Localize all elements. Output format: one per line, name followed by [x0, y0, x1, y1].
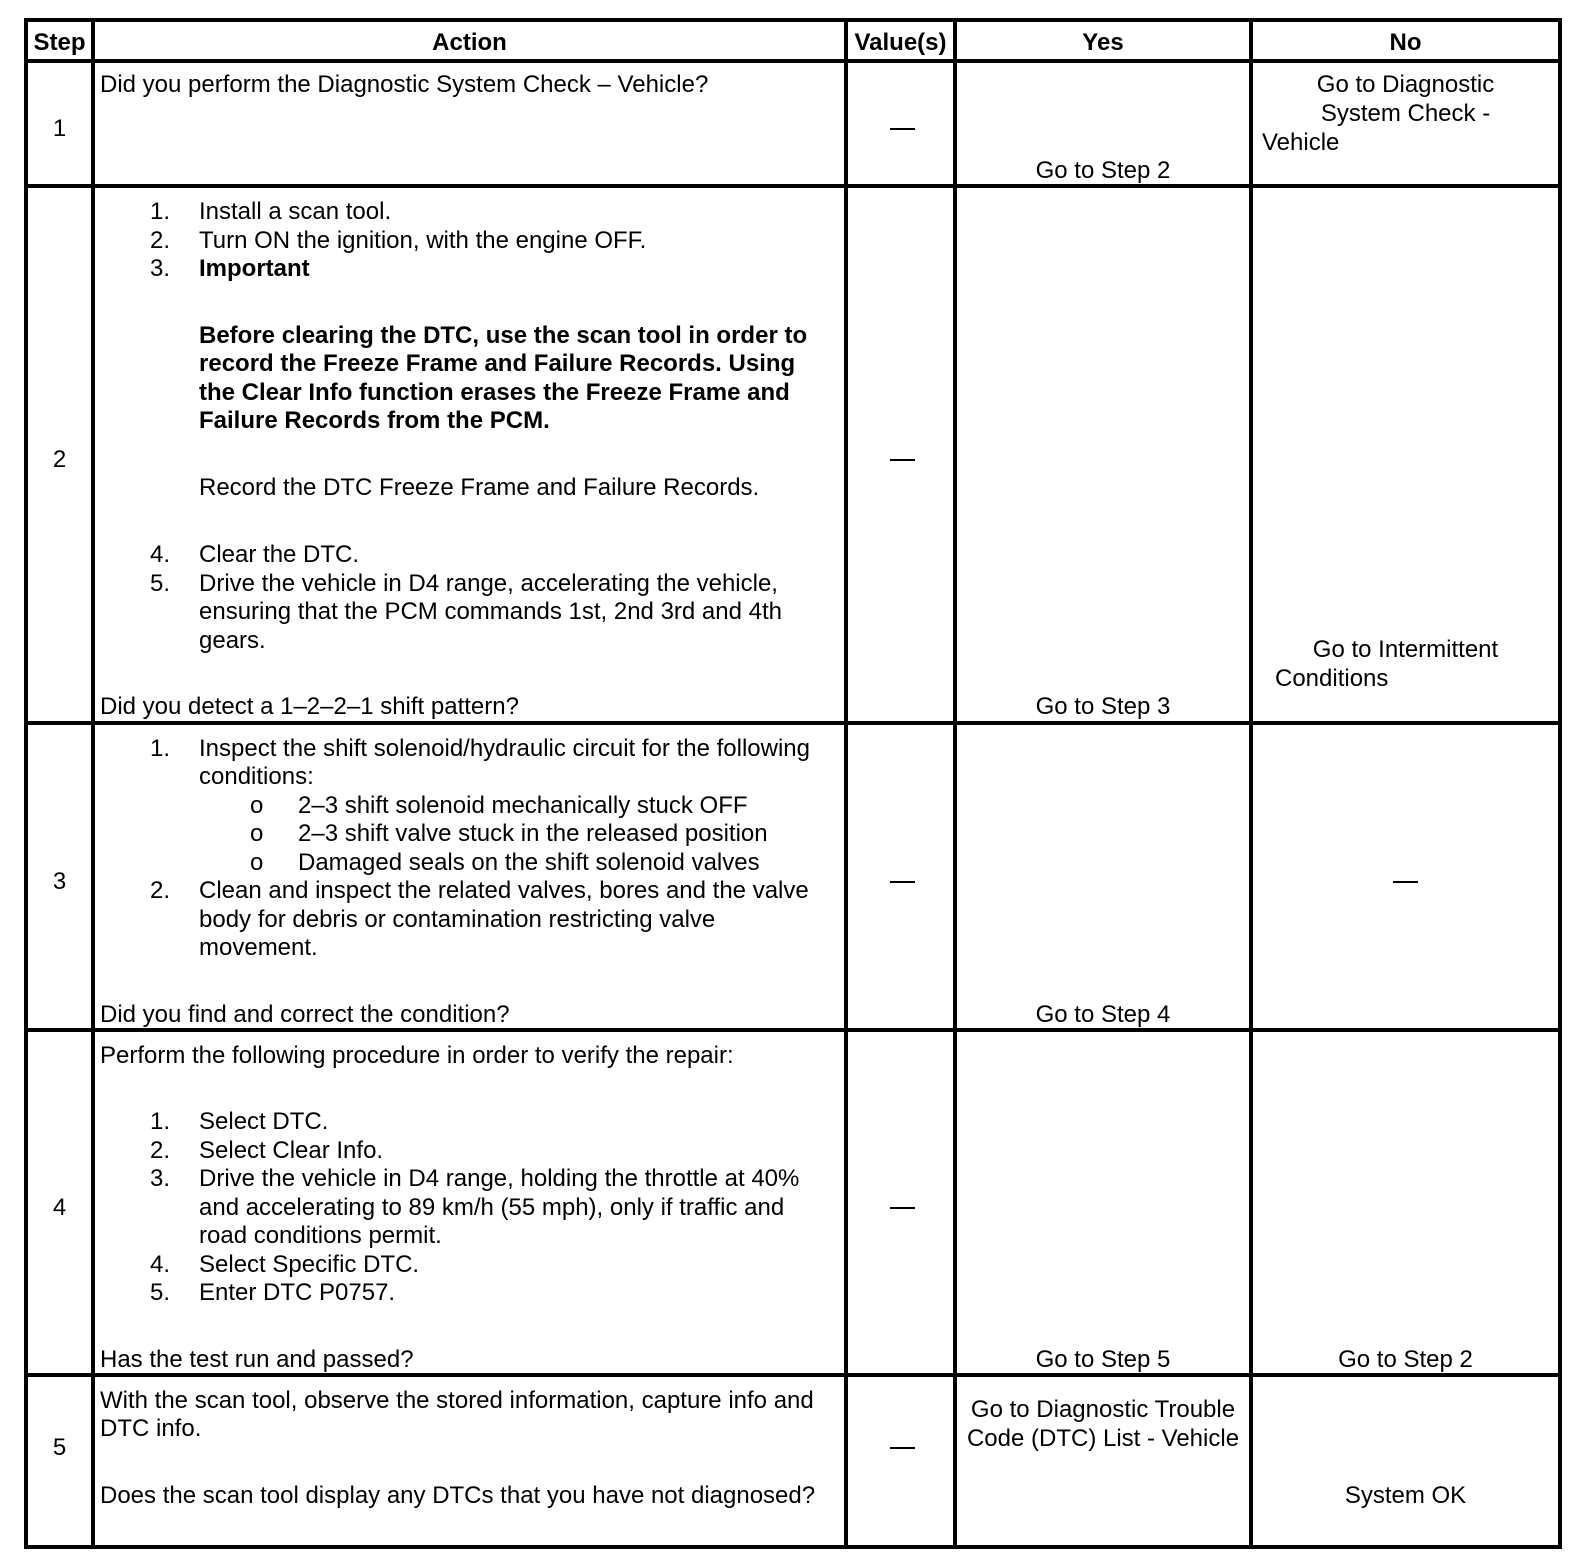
header-values: Value(s) — [854, 29, 947, 56]
action-question: Did you perform the Diagnostic System Check – Vehicle? — [100, 71, 709, 98]
no-line: Vehicle — [1262, 129, 1340, 156]
action-question: Did you detect a 1–2–2–1 shift pattern? — [100, 693, 519, 720]
important-text: Before clearing the DTC, use the scan tool in order to — [199, 322, 808, 349]
list-item: Select Clear Info. — [199, 1137, 384, 1164]
important-text: record the Freeze Frame and Failure Records. Using — [199, 350, 796, 377]
list-item: movement. — [199, 934, 318, 961]
column-divider — [91, 22, 95, 1545]
list-number: 5. — [150, 1279, 171, 1306]
diagnostic-table — [24, 18, 1562, 1549]
list-item: Clean and inspect the related valves, bores and the valve — [199, 877, 809, 904]
important-text: the Clear Info function erases the Freeze Frame and — [199, 379, 790, 406]
column-divider — [1249, 22, 1253, 1545]
bullet-item: 2–3 shift solenoid mechanically stuck OFF — [298, 792, 748, 819]
list-item: conditions: — [199, 763, 314, 790]
no-dash — [1393, 881, 1418, 883]
no-line: Go to Diagnostic — [1316, 71, 1495, 98]
list-number: 4. — [150, 1251, 171, 1278]
row-divider — [28, 59, 1558, 63]
step-number: 4 — [52, 1194, 67, 1221]
action-question: Has the test run and passed? — [100, 1346, 414, 1373]
bullet-marker: o — [250, 849, 264, 876]
values-dash — [890, 128, 915, 130]
yes-line: Code (DTC) List - Vehicle — [966, 1425, 1240, 1452]
list-number: 2. — [150, 1137, 171, 1164]
action-question: Does the scan tool display any DTCs that you have not diagnosed? — [100, 1482, 816, 1509]
list-item: Select Specific DTC. — [199, 1251, 420, 1278]
record-text: Record the DTC Freeze Frame and Failure Records. — [199, 474, 760, 501]
values-dash — [890, 1207, 915, 1209]
list-item: ensuring that the PCM commands 1st, 2nd 3rd and 4th — [199, 598, 782, 625]
action-question: Did you find and correct the condition? — [100, 1001, 510, 1028]
header-action: Action — [432, 29, 507, 56]
row-divider — [28, 721, 1558, 725]
important-text: Failure Records from the PCM. — [199, 407, 550, 434]
yes-cell: Go to Step 3 — [1035, 693, 1171, 720]
values-dash — [890, 1447, 915, 1449]
header-step: Step — [33, 29, 86, 56]
no-line: Conditions — [1275, 665, 1389, 692]
column-divider — [844, 22, 848, 1545]
bullet-item: Damaged seals on the shift solenoid valves — [298, 849, 760, 876]
list-item: road conditions permit. — [199, 1222, 442, 1249]
list-number: 1. — [150, 1108, 171, 1135]
list-number: 1. — [150, 198, 171, 225]
list-number: 2. — [150, 877, 171, 904]
action-intro: With the scan tool, observe the stored information, capture info and — [100, 1387, 814, 1414]
row-divider — [28, 184, 1558, 188]
column-divider — [953, 22, 957, 1545]
bullet-item: 2–3 shift valve stuck in the released position — [298, 820, 768, 847]
list-item: Inspect the shift solenoid/hydraulic circuit for the following — [199, 735, 810, 762]
step-number: 1 — [52, 115, 67, 142]
yes-cell: Go to Step 4 — [1035, 1001, 1171, 1028]
list-number: 3. — [150, 1165, 171, 1192]
list-item: Clear the DTC. — [199, 541, 360, 568]
list-item: gears. — [199, 627, 266, 654]
bullet-marker: o — [250, 820, 264, 847]
list-item: body for debris or contamination restricting valve — [199, 906, 716, 933]
list-number: 4. — [150, 541, 171, 568]
list-item: Drive the vehicle in D4 range, holding the throttle at 40% — [199, 1165, 800, 1192]
step-number: 2 — [52, 446, 67, 473]
action-intro: DTC info. — [100, 1415, 202, 1442]
list-number: 1. — [150, 735, 171, 762]
values-dash — [890, 881, 915, 883]
list-item: Install a scan tool. — [199, 198, 392, 225]
no-line: Go to Intermittent — [1312, 636, 1499, 663]
bullet-marker: o — [250, 792, 264, 819]
yes-line: Go to Diagnostic Trouble — [970, 1396, 1236, 1423]
yes-cell: Go to Step 5 — [1035, 1346, 1171, 1373]
no-cell: System OK — [1344, 1482, 1467, 1509]
list-item: Drive the vehicle in D4 range, accelerating the vehicle, — [199, 570, 778, 597]
values-dash — [890, 459, 915, 461]
action-intro: Perform the following procedure in order to verify the repair: — [100, 1042, 734, 1069]
list-number: 3. — [150, 255, 171, 282]
list-number: 2. — [150, 227, 171, 254]
list-item: Turn ON the ignition, with the engine OFF. — [199, 227, 647, 254]
list-number: 5. — [150, 570, 171, 597]
step-number: 5 — [52, 1434, 67, 1461]
list-item: Enter DTC P0757. — [199, 1279, 396, 1306]
header-yes: Yes — [1082, 29, 1124, 56]
list-item: and accelerating to 89 km/h (55 mph), only if traffic and — [199, 1194, 785, 1221]
list-item: Select DTC. — [199, 1108, 329, 1135]
no-cell: Go to Step 2 — [1338, 1346, 1473, 1373]
yes-cell: Go to Step 2 — [1035, 157, 1171, 184]
header-no: No — [1389, 29, 1422, 56]
important-label: Important — [199, 255, 310, 282]
step-number: 3 — [52, 868, 67, 895]
no-line: System Check - — [1320, 100, 1491, 127]
